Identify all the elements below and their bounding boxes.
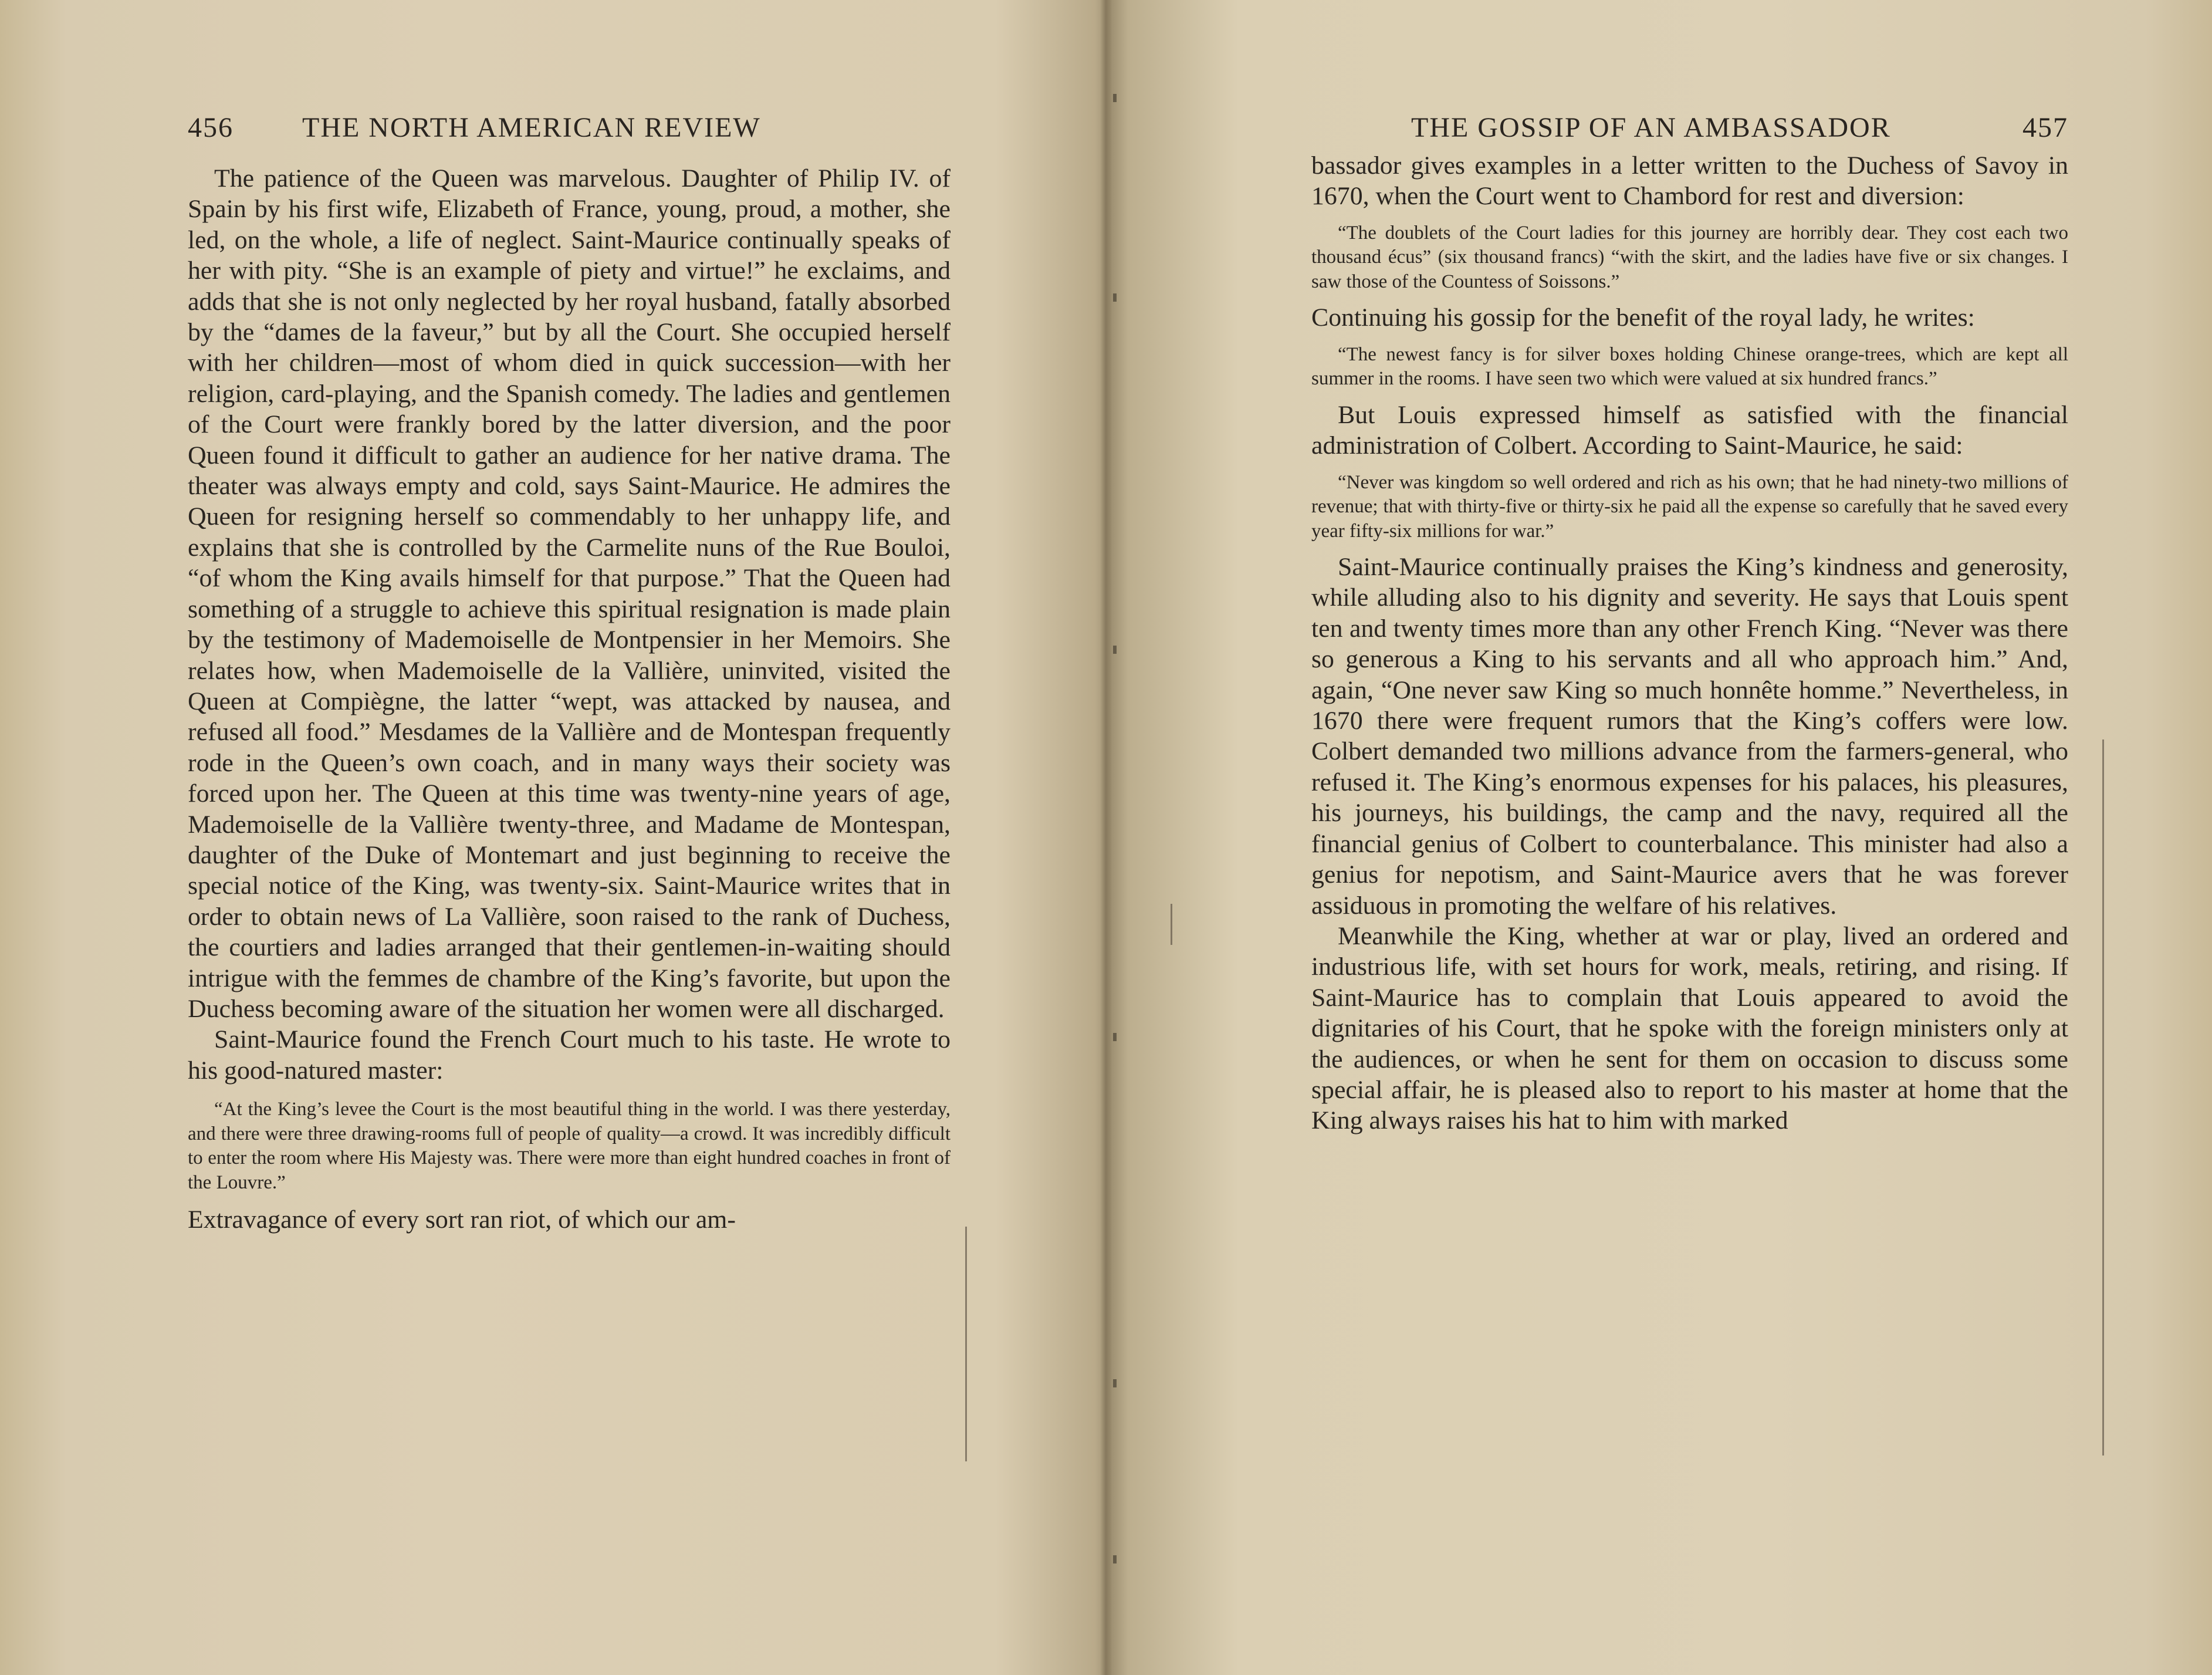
pencil-margin-mark	[1171, 904, 1172, 945]
paragraph: Extravagance of every sort ran riot, of which our am-	[188, 1205, 736, 1234]
pencil-margin-mark	[2102, 739, 2104, 1456]
spine-mark	[1113, 1379, 1117, 1387]
spine-mark	[1113, 1555, 1117, 1563]
body-text	[1311, 150, 2068, 1136]
paragraph: Meanwhile the King, whether at war or play, lived an ordered and industrious life, with set hours for work, meals, retiring, and rising. If Saint-Maurice has to complain that Louis appeared to avoid the dignitaries of his Court, that he spoke with the foreign ministers only at the audiences, or when he sent for them on occasion to discuss some special affair, he is pleased also to report to his master at home that the King always raises his hat to him with marked	[1311, 921, 2068, 1135]
body-text	[188, 163, 951, 1235]
book-gutter	[1100, 0, 1112, 1675]
paragraph: bassador gives examples in a letter written to the Duchess of Savoy in 1670, when the Court went to Chambord for rest and diversion:	[1311, 151, 2068, 211]
paragraph: But Louis expressed himself as satisfied with the financial administration of Colbert. According to Saint-Maurice, he said:	[1311, 400, 2068, 460]
pencil-margin-mark	[965, 1227, 967, 1461]
paragraph: Saint-Maurice found the French Court much to his taste. He wrote to his good-natured master:	[188, 1025, 951, 1085]
page-number: 457	[2022, 112, 2068, 143]
paragraph: Continuing his gossip for the benefit of the royal lady, he writes:	[1311, 303, 1975, 332]
spine-mark	[1113, 94, 1117, 102]
block-quote: “The newest fancy is for silver boxes holding Chinese orange-trees, which are kept all summer in the rooms. I have seen two which were valued at six hundred francs.”	[1311, 343, 2068, 390]
paragraph: The patience of the Queen was marvelous. Daughter of Philip IV. of Spain by his first wife, Elizabeth of France, young, proud, a mother, she led, on the whole, a life of neglect. Saint-Maurice continually speaks of her with pity. “She is an example of piety and virtue!” he exclaims, and adds that she is not only neglected by her royal husband, fatally absorbed by the “dames de la faveur,” but by all the Court. She occupied herself with her children—most of whom died in quick succession—with her religion, card-playing, and the Spanish comedy. The ladies and gentlemen of the Court were frankly bored by the latter diversion, and the poor Queen found it difficult to gather an audience for her native drama. The theater was always empty and cold, says Saint-Maurice. He admires the Queen for resigning herself so commendably to her unhappy life, and explains that she is controlled by the Carmelite nuns of the Rue Bouloi, “of whom the King avails himself for that purpose.” That the Queen had something of a struggle to achieve this spiritual resignation is made plain by the testimony of Mademoiselle de Montpensier in her Memoirs. She relates how, when Mademoiselle de la Vallière, uninvited, visited the Queen at Compiègne, the latter “wept, was attacked by nausea, and refused all food.” Mesdames de la Vallière and de Montespan frequently rode in the Queen’s own coach, and in many ways their society was forced upon her. The Queen at this time was twenty-nine years of age, Mademoiselle de la Vallière twenty-three, and Madame de Montespan, daughter of the Duke of Montemart and just beginning to receive the special notice of the King, was twenty-six. Saint-Maurice writes that in order to obtain news of La Vallière, soon raised to the rank of Duchess, the courtiers and ladies arranged that their gentlemen-in-waiting should intrigue with the femmes de chambre of the King’s favorite, but upon the Duchess becoming aware of the situation her women were all discharged.	[188, 164, 951, 1023]
running-head	[1311, 112, 2068, 153]
spine-mark	[1113, 646, 1117, 654]
block-quote: “Never was kingdom so well ordered and rich as his own; that he had ninety-two millions of revenue; that with thirty-five or thirty-six he paid all the expense so carefully that he saved every year fifty-six millions for war.”	[1311, 471, 2068, 542]
running-head	[188, 112, 951, 153]
spine-mark	[1113, 1033, 1117, 1041]
running-title: THE NORTH AMERICAN REVIEW	[302, 112, 761, 143]
right-page	[1311, 0, 2068, 1675]
block-quote: “At the King’s levee the Court is the most beautiful thing in the world. I was there yesterday, and there were three drawing-rooms full of people of quality—a crowd. It was incredibly difficult to enter the room where His Majesty was. There were more than eight hundred coaches in front of the Louvre.”	[188, 1099, 951, 1193]
left-page	[188, 0, 951, 1675]
paragraph: Saint-Maurice continually praises the King’s kindness and generosity, while alluding also to his dignity and severity. He says that Louis spent ten and twenty times more than any other French King. “Never was there so generous a King to his servants and all who approach him.” And, again, “One never saw King so much honnête homme.” Nevertheless, in 1670 there were frequent rumors that the King’s coffers were low. Colbert demanded two millions advance from the farmers-general, who refused it. The King’s enormous expenses for his palaces, his pleasures, his journeys, his buildings, the camp and the navy, required all the financial genius of Colbert to counterbalance. This minister had also a genius for nepotism, and Saint-Maurice avers that he was forever assiduous in promoting the welfare of his relatives.	[1311, 553, 2068, 920]
spine-mark	[1113, 293, 1117, 302]
block-quote: “The doublets of the Court ladies for this journey are horribly dear. They cost each two thousand écus” (six thousand francs) “with the skirt, and the ladies have five or six changes. I saw those of the Countess of Soissons.”	[1311, 222, 2068, 292]
page-number: 456	[188, 112, 234, 143]
running-title: THE GOSSIP OF AN AMBASSADOR	[1411, 112, 1891, 143]
